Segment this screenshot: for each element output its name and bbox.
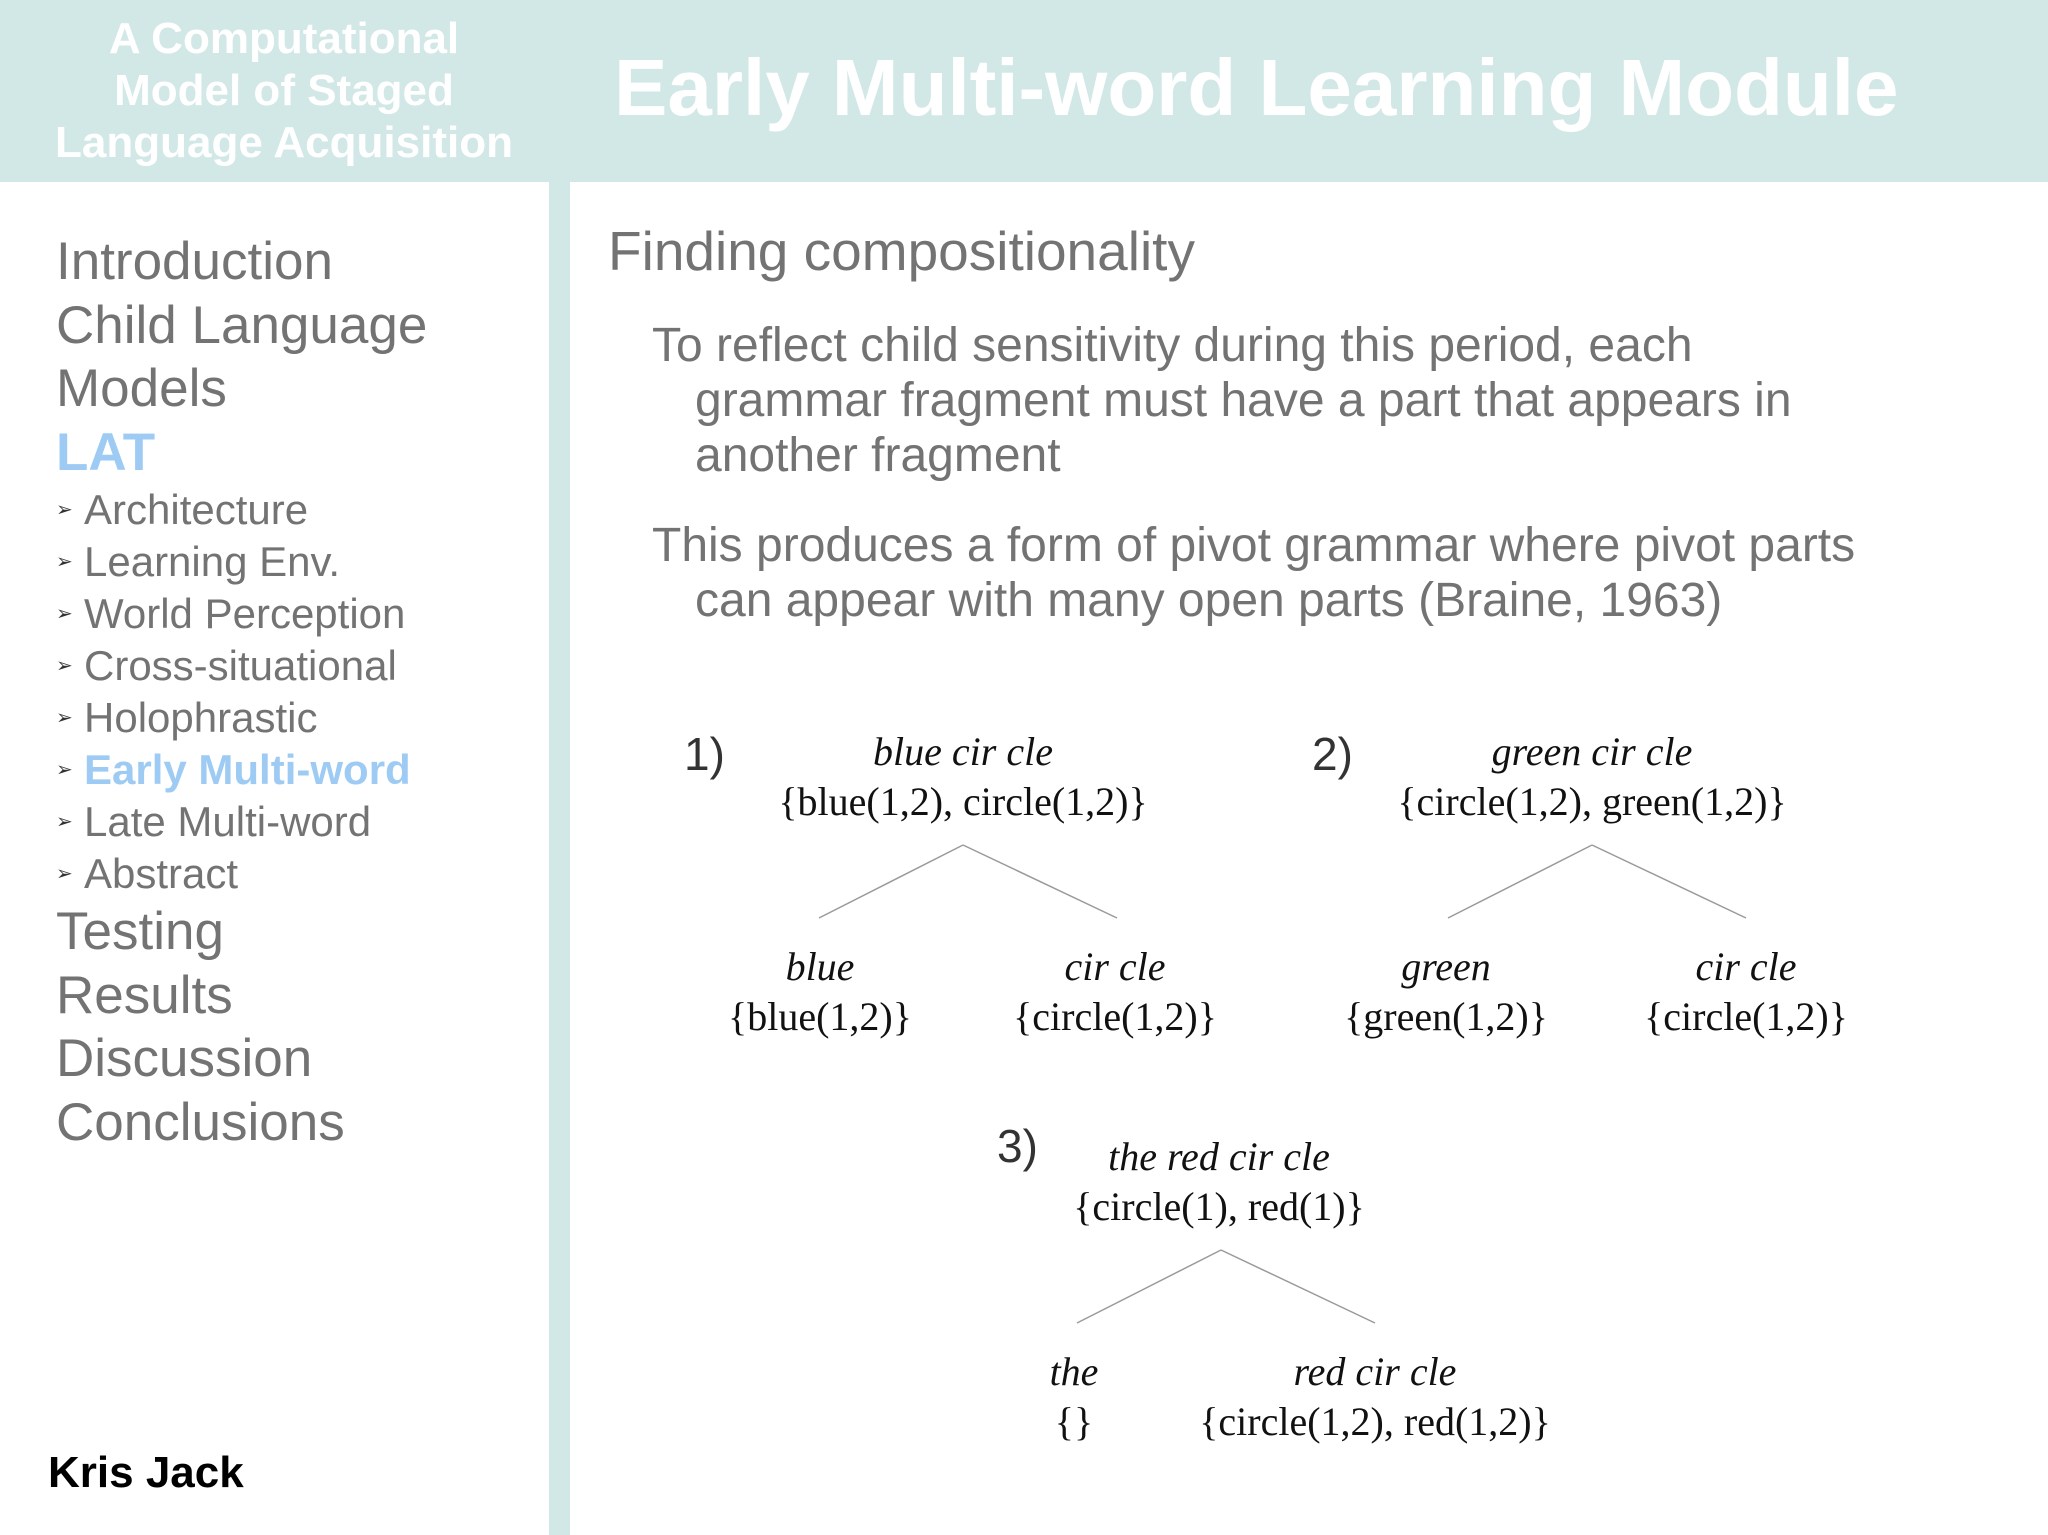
nav-subitem-label: World Perception bbox=[84, 590, 406, 637]
nav-subitem-label: Early Multi-word bbox=[84, 746, 411, 793]
nav-subitem-label: Architecture bbox=[84, 486, 309, 533]
tree-branch-left bbox=[1077, 1250, 1221, 1323]
arrow-bullet-icon: ➢ bbox=[56, 759, 73, 781]
arrow-bullet-icon: ➢ bbox=[56, 863, 73, 885]
arrow-bullet-icon: ➢ bbox=[56, 551, 73, 573]
arrow-bullet-icon: ➢ bbox=[56, 655, 73, 677]
tree-branch-right bbox=[963, 845, 1117, 918]
root-meaning: {blue(1,2), circle(1,2)} bbox=[778, 779, 1148, 824]
nav-item-discussion[interactable]: Discussion bbox=[56, 1029, 313, 1088]
nav-subitem-label: Late Multi-word bbox=[84, 798, 372, 845]
presentation-title-line-1: A Computational bbox=[108, 14, 460, 63]
nav-item-lat[interactable]: LAT bbox=[56, 422, 156, 482]
left-phrase: green bbox=[1401, 944, 1491, 989]
tree-branch-left bbox=[819, 845, 963, 918]
right-meaning: {circle(1,2)} bbox=[1644, 994, 1848, 1039]
left-meaning: {blue(1,2)} bbox=[728, 994, 912, 1039]
root-phrase: green cir cle bbox=[1491, 729, 1693, 774]
root-phrase: blue cir cle bbox=[873, 729, 1053, 774]
paragraph-line: This produces a form of pivot grammar where pivot parts bbox=[652, 519, 1856, 572]
presentation-title-line-3: Language Acquisition bbox=[55, 118, 513, 167]
arrow-bullet-icon: ➢ bbox=[56, 603, 73, 625]
tree-branch-left bbox=[1448, 845, 1592, 918]
root-phrase: the red cir cle bbox=[1108, 1134, 1330, 1179]
left-phrase: blue bbox=[785, 944, 855, 989]
nav-item-testing[interactable]: Testing bbox=[56, 902, 224, 961]
left-meaning: {green(1,2)} bbox=[1344, 994, 1548, 1039]
left-meaning: {} bbox=[1054, 1399, 1094, 1444]
paragraph-line: can appear with many open parts (Braine, 1963) bbox=[695, 574, 1723, 627]
paragraph-line: another fragment bbox=[695, 429, 1061, 482]
presentation-title-line-2: Model of Staged bbox=[114, 66, 454, 115]
left-phrase: the bbox=[1049, 1349, 1099, 1394]
diagram-number: 2) bbox=[1312, 728, 1353, 780]
nav-item-results[interactable]: Results bbox=[56, 965, 233, 1025]
diagram-number: 1) bbox=[684, 728, 725, 780]
nav-subitem-label: Holophrastic bbox=[84, 694, 318, 741]
right-meaning: {circle(1,2)} bbox=[1013, 994, 1217, 1039]
diagram-1 bbox=[684, 728, 1217, 1039]
tree-branch-right bbox=[1592, 845, 1746, 918]
content-heading: Finding compositionality bbox=[608, 220, 1195, 282]
arrow-bullet-icon: ➢ bbox=[56, 499, 73, 521]
right-phrase: cir cle bbox=[1064, 944, 1166, 989]
nav-subitem-label: Abstract bbox=[84, 850, 239, 897]
root-meaning: {circle(1), red(1)} bbox=[1073, 1184, 1365, 1229]
right-meaning: {circle(1,2), red(1,2)} bbox=[1199, 1399, 1551, 1444]
diagram-number: 3) bbox=[997, 1120, 1038, 1172]
diagram-2 bbox=[1312, 728, 1848, 1039]
diagram-3 bbox=[997, 1120, 1551, 1444]
nav-item-child-language[interactable]: Child Language bbox=[56, 295, 428, 355]
nav-subitem-label: Learning Env. bbox=[84, 538, 341, 585]
paragraph-line: To reflect child sensitivity during this period, each bbox=[652, 319, 1693, 372]
nav-item-introduction[interactable]: Introduction bbox=[56, 232, 333, 291]
tree-branch-right bbox=[1221, 1250, 1375, 1323]
nav-subitem-label: Cross-situational bbox=[84, 642, 397, 689]
slide-title: Early Multi-word Learning Module bbox=[614, 43, 1899, 132]
paragraph-line: grammar fragment must have a part that appears in bbox=[695, 374, 1792, 427]
author-name: Kris Jack bbox=[48, 1448, 244, 1497]
right-phrase: cir cle bbox=[1695, 944, 1797, 989]
arrow-bullet-icon: ➢ bbox=[56, 811, 73, 833]
nav-item-models[interactable]: Models bbox=[56, 359, 227, 418]
nav-item-conclusions[interactable]: Conclusions bbox=[56, 1092, 345, 1152]
root-meaning: {circle(1,2), green(1,2)} bbox=[1397, 779, 1787, 824]
right-phrase: red cir cle bbox=[1293, 1349, 1457, 1394]
arrow-bullet-icon: ➢ bbox=[56, 707, 73, 729]
